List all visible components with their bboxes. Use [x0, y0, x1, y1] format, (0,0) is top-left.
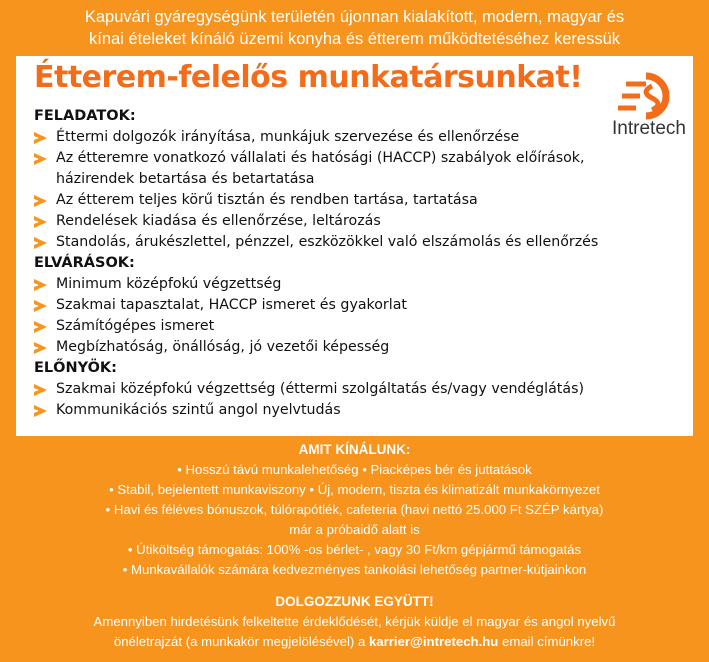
offer-line: • Havi és féléves bónuszok, túlórapótlék, cafeteria (havi nettó 25.000 Ft SZÉP kártya): [105, 502, 604, 517]
company-name: Intretech: [612, 118, 686, 139]
offer-section: [0, 440, 709, 652]
arrow-bullet-icon: [34, 153, 47, 165]
arrow-bullet-icon: [34, 405, 47, 417]
arrow-bullet-icon: [34, 342, 47, 354]
cta-line-1: Amennyiben hirdetésünk felkeltette érdeklődését, kérjük küldje el magyar és angol nyelvű: [93, 614, 616, 629]
arrow-bullet-icon: [34, 237, 47, 249]
list-item: Megbízhatóság, önállóság, jó vezetői képesség: [34, 337, 674, 358]
arrow-bullet-icon: [34, 132, 47, 144]
job-sections: [34, 106, 674, 421]
offer-line: • Stabil, bejelentett munkaviszony • Új, modern, tiszta és klimatizált munkakörnyezet: [109, 482, 600, 497]
section-heading-tasks: FELADATOK:: [34, 108, 136, 124]
arrow-bullet-icon: [34, 279, 47, 291]
section-heading-advantages: ELŐNYÖK:: [34, 360, 117, 376]
list-item: Rendelések kiadása és ellenőrzése, leltározás: [34, 211, 674, 232]
intro-line-1: Kapuvári gyáregységünk területén újonnan kialakított, modern, magyar és: [84, 8, 625, 26]
offer-line: • Munkavállalók számára kedvezményes tankolási lehetőség partner-kútjainkon: [122, 562, 587, 577]
list-item: Szakmai középfokú végzettség (éttermi szolgáltatás és/vagy vendéglátás): [34, 379, 674, 400]
offer-line: • Útiköltség támogatás: 100% -os bérlet- , vagy 30 Ft/km gépjármű támogatás: [127, 542, 582, 557]
list-item: Standolás, árukészlettel, pénzzel, eszközökkel való elszámolás és ellenőrzés: [34, 232, 674, 253]
cta-heading: DOLGOZZUNK EGYÜTT!: [275, 594, 434, 609]
offer-heading: AMIT KÍNÁLUNK:: [298, 442, 411, 457]
list-item: Szakmai tapasztalat, HACCP ismeret és gyakorlat: [34, 295, 674, 316]
job-title: Étterem-felelős munkatársunkat!: [34, 60, 583, 95]
email-link[interactable]: karrier@intretech.hu: [368, 634, 499, 649]
arrow-bullet-icon: [34, 300, 47, 312]
offer-line: már a próbaidő alatt is: [289, 522, 420, 537]
offer-line: • Hosszú távú munkalehetőség • Piacképes bér és juttatások: [177, 462, 532, 477]
job-details-panel: [16, 56, 693, 436]
arrow-bullet-icon: [34, 195, 47, 207]
cta-line-2: önéletrajzát (a munkakör megjelölésével) a karrier@intretech.hu email címünkre!: [113, 634, 596, 649]
intro-line-2: kínai ételeket kínáló üzemi konyha és étterem működtetéséhez keressük: [88, 30, 621, 48]
list-item: Az étterem teljes körű tisztán és rendben tartása, tartatása: [34, 190, 674, 211]
arrow-bullet-icon: [34, 321, 47, 333]
list-item: Az étteremre vonatkozó vállalati és hatósági (HACCP) szabályok előírások, házirendek betartása és betartatása: [34, 148, 674, 190]
intro-banner: [0, 0, 709, 56]
list-item: Éttermi dolgozók irányítása, munkájuk szervezése és ellenőrzése: [34, 127, 674, 148]
list-item: Kommunikációs szintű angol nyelvtudás: [34, 400, 674, 421]
list-item: Minimum középfokú végzettség: [34, 274, 674, 295]
arrow-bullet-icon: [34, 384, 47, 396]
arrow-bullet-icon: [34, 216, 47, 228]
section-heading-requirements: ELVÁRÁSOK:: [34, 255, 135, 271]
list-item: Számítógépes ismeret: [34, 316, 674, 337]
